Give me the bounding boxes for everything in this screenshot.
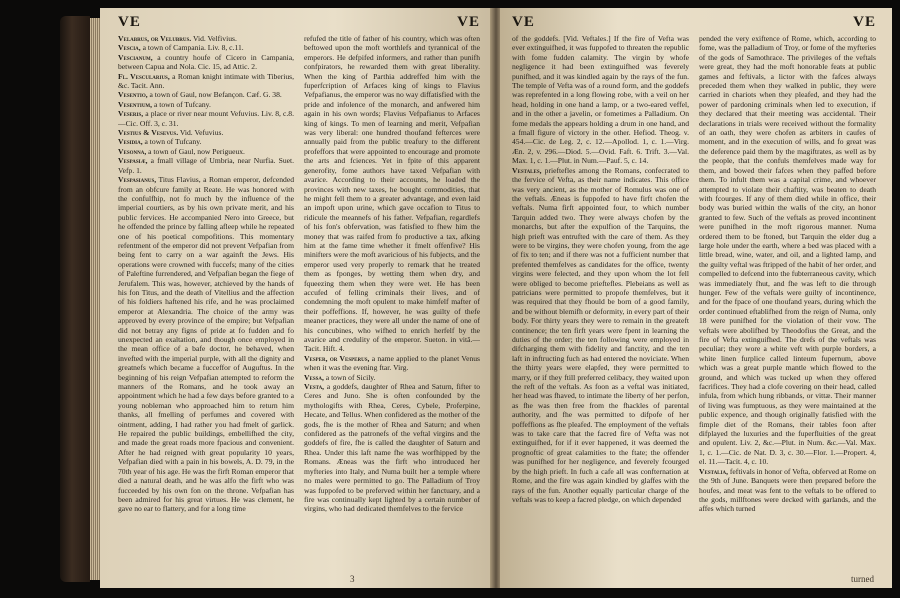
- right-head-right: VE: [853, 14, 876, 30]
- dictionary-entry: [118, 43, 294, 52]
- entry-headword: Vesidia,: [118, 137, 143, 147]
- right-column-1: [512, 34, 689, 578]
- dictionary-entry: [118, 156, 294, 175]
- entry-headword: Vesentium,: [118, 99, 153, 109]
- left-running-head: [118, 14, 480, 34]
- left-column-1: [118, 34, 294, 578]
- entry-text: a town of Tufcany.: [144, 137, 202, 147]
- dictionary-entry: [304, 373, 480, 382]
- right-running-head: [512, 14, 876, 34]
- dictionary-entry: [699, 34, 876, 467]
- dictionary-entry: [512, 34, 689, 166]
- dictionary-entry: [304, 382, 480, 514]
- entry-text: Vid. Vefuvius.: [179, 128, 224, 138]
- left-head-right: VE: [457, 14, 480, 30]
- left-head-left: VE: [118, 14, 141, 30]
- left-page: [100, 8, 492, 588]
- dictionary-entry: [118, 34, 294, 43]
- entry-text: a town of Tufcany.: [153, 99, 211, 109]
- entry-text: a town of Gaul, now Befançon. Cæf. G. 38.: [149, 90, 282, 100]
- entry-text: Vid. Velfivius.: [192, 34, 237, 43]
- entry-headword: Vestius & Vesevus.: [118, 128, 179, 138]
- dictionary-entry: [118, 128, 294, 137]
- dictionary-entry: [304, 34, 480, 354]
- entry-text: a place or river near mount Vefuvius. Liv. 8, c.8.—Cic. Off. 3, c. 31.: [118, 109, 294, 128]
- entry-text: a country houfe of Cicero in Campania, between Capua and Nola. Cic. 15, ad Attic. 2.: [118, 52, 294, 72]
- dictionary-entry: [118, 175, 294, 514]
- dictionary-entry: [699, 467, 876, 514]
- entry-text: feftivals in honor of Vefta, obferved at Rome on the 9th of June. Banquets were then prepared before the houfes, and meat was fent to the veftals to be offered to the gods, millftones were decked with garlands, and the affes which turned: [699, 466, 876, 514]
- right-page: [500, 8, 892, 588]
- entry-headword: Vestalia,: [699, 466, 728, 476]
- entry-text: a goddefs, daughter of Rhea and Saturn, fifter to Ceres and Juno. She is often confounded by the mythologifts with Rhea, Ceres, Cybele, Proferpine, Hecate, and Tellus. When confidered as the mother of the gods, fhe is the mother of Rhea and Saturn; and when confidered as the patronefs of the veftal virgins and the goddefs of fire, fhe is called the daughter of Saturn and Rhea. Under this laft name fhe was worfhipped by the Romans. Æneas was the firft who introduced her myfteries into Italy, and Numa built her a temple where no males were permitted to go. The Palladium of Troy was fuppofed to be preferved within her fanctuary, and a fire was continually kept lighted by a certain number of virgins, who had dedicated themfelves to the fervice: [304, 382, 480, 514]
- entry-text: prieftefles among the Romans, confecrated to the fervice of Vefta, as their name indicates. This office was very ancient, as the mother of Romulus was one of the veftals. Æneas is fuppofed to have firft chofen the veftals. Numa firft appointed four, to which number Tarquin added two. They were always chofen by the monarchs, but after the expulfion of the Tarquins, the high prieft was entrufted with the care of them. As they were to be virgins, they were chofen young, from the age of fix to ten; and if there was not a fufficient number that prefented themfelves as candidates for the office, twenty virgins were felected, and they upon whom the lot fell were obliged to become prieftefles. Plebeians as well as patricians were permitted to propofe themfelves, but it was required that they fhould be born of a good family, and be without blemifh or deformity, in every part of their body. For thirty years they were to remain in the greateft continence; the ten firft years were fpent in learning the duties of the order; the ten following were employed in difcharging them with fidelity and fanctity, and the ten laft in inftructing fuch as had entered the noviciate. When the thirty years were elapfed, they were permitted to marry, or if they ftill preferred celibacy, they waited upon the reft of the veftals. As foon as a veftal was initiated, her head was fhaved, to intimate the liberty of her perfon, as fhe was then free from the fhackles of parental authority, and fhe was permitted to difpofe of her poffeffions as fhe pleafed. The employment of the veftals was to take care that the facred fire of Vefta was not extinguifhed, for if it ever happened, it was deemed the prognoftic of great calamities to the ftate; the offender was punifhed for her negligence, and feverely fcourged by the high prieft. In fuch a cafe all was confternation at Rome, and the fire was again kindled by glaffes with the rays of the fun. Another equally particular charge of the veftals was to keep a facred pledge, on which depended: [512, 165, 689, 504]
- entry-headword: Vesentio,: [118, 90, 148, 100]
- entry-text: a town of Sicily.: [325, 372, 376, 382]
- entry-text: a name applied to the planet Venus when it was the evening ftar. Virg.: [304, 353, 480, 373]
- entry-text: pended the very exiftence of Rome, which, according to fome, was the palladium of Troy, or fome of the myfteries of the gods of Samothrace. The privileges of the veftals were great, they had the moft honorable feats at public games and feftivals, a lictor with the fafces always preceded them when they walked in public, they were carried in chariots when they pleafed, and they had the power of pardoning criminals when led to execution, if they declared that their meeting was accidental. Their declarations in trials were received without the formality of an oath, they were chofen as arbiters in caufes of moment, and in the execution of wills, and fo great was the deference paid them by the magiftrates, as well as by the people, that the confuls themfelves made way for them, and bowed their fafces when they paffed before them. To infult them was a capital crime, and whoever attempted to violate their chaftity, was beaten to death with fcourges. If any of them died while in office, their body was buried within the walls of the city, an honor granted to few. Such of the veftals as proved incontinent were punifhed in the moft rigorous manner. Numa ordered them to be ftoned, but Tarquin the elder dug a large hole under the earth, where a bed was placed with a little bread, wine, water, and oil, and a lighted lamp, and the guilty veftal was ftripped of the habit of her order, and compelled to defcend into the fubterraneous cavity, which was immediately fhut, and fhe was left to die through hunger. Few of the veftals were guilty of incontinence, and for the fpace of one thoufand years, during which the order continued eftablifhed from the reign of Numa, only 18 were punifhed for the violation of their vow. The veftals were abolifhed by Theodofius the Great, and the fire of Vefta extinguifhed. The drefs of the veftals was peculiar; they wore a white veft with purple borders, a white linen furplice called linteum fupernum, above which was a great purple mantle which flowed to the ground, and which was tucked up when they offered facrifices. They had a clofe covering on their head, called infula, from which hung ribbands, or vittæ. Their manner of living was fumptuous, as they were maintained at the public expence, and though originally fatisfied with the fimple diet of the Romans, their tables foon after difplayed the luxuries and the fuperfluities of the great and opulent. Liv. 2, &c.—Plut. in Num. &c.—Val. Max. 1, c. 1.—Cic. de Nat. D. 3, c. 30.—Flor. 1.—Propert. 4, el. 11.—Tacit. 4, c. 10.: [699, 34, 876, 467]
- dictionary-entry: [304, 354, 480, 373]
- entry-headword: Vescia,: [118, 43, 141, 53]
- entry-text: a town of Campania. Liv. 8, c.11.: [142, 43, 244, 53]
- right-head-left: VE: [512, 14, 535, 30]
- entry-headword: Velabrus, or Velubrus.: [118, 34, 192, 43]
- entry-text: Titus Flavius, a Roman emperor, defcended from an obfcure family at Reate. He was honored with the confulfhip, not fo much by the influence of the imperial courtiers, as by his own private merit, and his public fervices. He accompanied Nero into Greece, but he offended the prince by falling afleep while he repeated one of his poetical compofitions. This momentary refentment of the emperor did not prevent Vefpafian from being fent to carry on a war againft the Jews. His operations were crowned with fuccefs; many of the cities of Paleftine furrendered, and Vefpafian began the fiege of Jerufalem. This was, however, atchieved by the hands of his fon Titus, and the death of Vitellius and the affection of his foldiers haftened his rife, and he was proclaimed emperor at Alexandria. The choice of the army was approved by every province of the empire; but Vefpafian did not betray any figns of pride at fo fudden and fo unexpected an exaltation, and though once employed in the mean office of a bafe doctor, he behaved, when invefted with the imperial purple, with all the dignity and greatnefs which became a fucceffor of Auguftus. In the beginning of his reign Vefpafian attempted to reform the manners of the Romans, and he took away an appointment which he had a few days before granted to a young nobleman who approached him to return him thanks, all fmelling of perfumes and covered with ointment, adding, I had rather you had fmelt of garlick. He repaired the public buildings, embellifhed the city, and made the great roads more fpacious and convenient. After he had reigned with great popularity 10 years, Vefpafian died with a pain in his bowels, A. D. 79, in the 70th year of his age. He was the firft Roman emperor that died a natural death, and he was alfo the firft who was fucceeded by his own fon on the throne. Vefpafian has been admired for his great virtues. He was clement, he gave no ear to flattery, and for a long time: [118, 175, 294, 514]
- dictionary-entry: [118, 147, 294, 156]
- entry-headword: Vespasiæ,: [118, 156, 148, 166]
- dictionary-entry: [512, 166, 689, 505]
- entry-headword: Veseris,: [118, 109, 144, 119]
- entry-text: a fmall village of Umbria, near Nurfia. Suet. Vefp. 1.: [118, 156, 294, 175]
- open-book: [60, 6, 892, 592]
- entry-headword: Fl. Vescularius,: [118, 71, 170, 81]
- page-number: 3: [350, 574, 355, 584]
- entry-headword: Vesper, or Vesperus,: [304, 353, 370, 363]
- entry-text: a Roman knight intimate with Tiberius, &c. Tacit. Ann.: [118, 71, 294, 91]
- dictionary-entry: [118, 53, 294, 72]
- entry-text: refufed the title of father of his country, which was often beftowed upon the moft worthlefs and tyrannical of the emperors. He defpifed informers, and rather than punifh confpirators, he rewarded them with great liberality. When the king of Parthia addreffed him with the fuperfcription of Arfaces king of kings to Flavius Vefpafianus, the emperor was no way diffatisfied with the pride and infolence of the monarch, and anfwered him again in his own words; Flavius Vefpafianus to Arfaces king of kings. To men of learning and merit, Vefpafian was very liberal: one hundred thoufand fefterces were annually paid from the public treafury to the different profeffors that were appointed to encourage and promote the arts and fciences. Yet in fpite of this apparent generofity, fome authors have taxed Vefpafian with avarice. According to their accounts, he loaded the provinces with new taxes, he bought commodities, that he might fell them to a greater advantage, and even laid an impoft upon urine, which gave occafion to Titus to ridicule the meannefs of his father. Vefpafian, regardlefs of his fon's obfervation, was fatisfied to fhew him the money that was raifed from fo productive a tax, afking him at the fame time whether it fmelt offenfive? His minifters were the moft avaricious of his fubjects, and the emperor used very properly to remark that he treated them as fponges, by wetting them when dry, and fqueezing them when they were wet. He has been accufed of felling criminals their lives, and of condemning the moft opulent to make himfelf mafter of their poffeffions. If, however, he was guilty of thefe meaner practices, they were all under the name of one of his concubines, who wifhed to enrich herfelf by the avarice and credulity of the emperor. Sueton. in vitâ.—Tacit. Hift. 4.: [304, 34, 480, 354]
- entry-headword: Vescianum,: [118, 52, 153, 62]
- dictionary-entry: [118, 90, 294, 99]
- entry-headword: Vespasianus,: [118, 175, 157, 185]
- dictionary-entry: [118, 72, 294, 91]
- entry-text: of the goddefs. [Vid. Veftales.] If the fire of Vefta was ever extinguifhed, it was fuppofed to threaten the republic with fome fudden calamity. The virgin by whofe negligence it had been extinguifhed was feverely punifhed, and it was kindled again by the rays of the fun. The temple of Vefta was of a round form, and the goddefs was reprefented in a long flowing robe, with a veil on her head, holding in one hand a lamp, or a two-eared veffel, and in the other a javelin, or fometimes a Palladium. On fome medals the appears holding a drum in one hand, and a fmall figure of victory in the other. Hefiod. Theog. v. 454.—Cic. de Leg. 2, c. 12.—Apollod. 1, c. 1.—Virg. Æn. 2, v. 296.—Diod. 5.—Ovid. Faft. 6. Trift. 3.—Val. Max. 1, c. 1.—Plut. in Num.—Pauf. 5, c. 14.: [512, 34, 689, 166]
- entry-headword: Vesta,: [304, 382, 325, 392]
- dictionary-entry: [118, 100, 294, 109]
- entry-headword: Vestales,: [512, 165, 542, 175]
- right-column-2: [699, 34, 876, 578]
- entry-headword: Vessa,: [304, 372, 324, 382]
- left-column-2: [304, 34, 480, 578]
- book-spine: [60, 16, 90, 582]
- entry-headword: Vesonna,: [118, 146, 147, 156]
- dictionary-entry: [118, 109, 294, 128]
- entry-text: a town of Gaul, now Perigueux.: [148, 146, 245, 156]
- catchword: turned: [851, 574, 874, 584]
- dictionary-entry: [118, 137, 294, 146]
